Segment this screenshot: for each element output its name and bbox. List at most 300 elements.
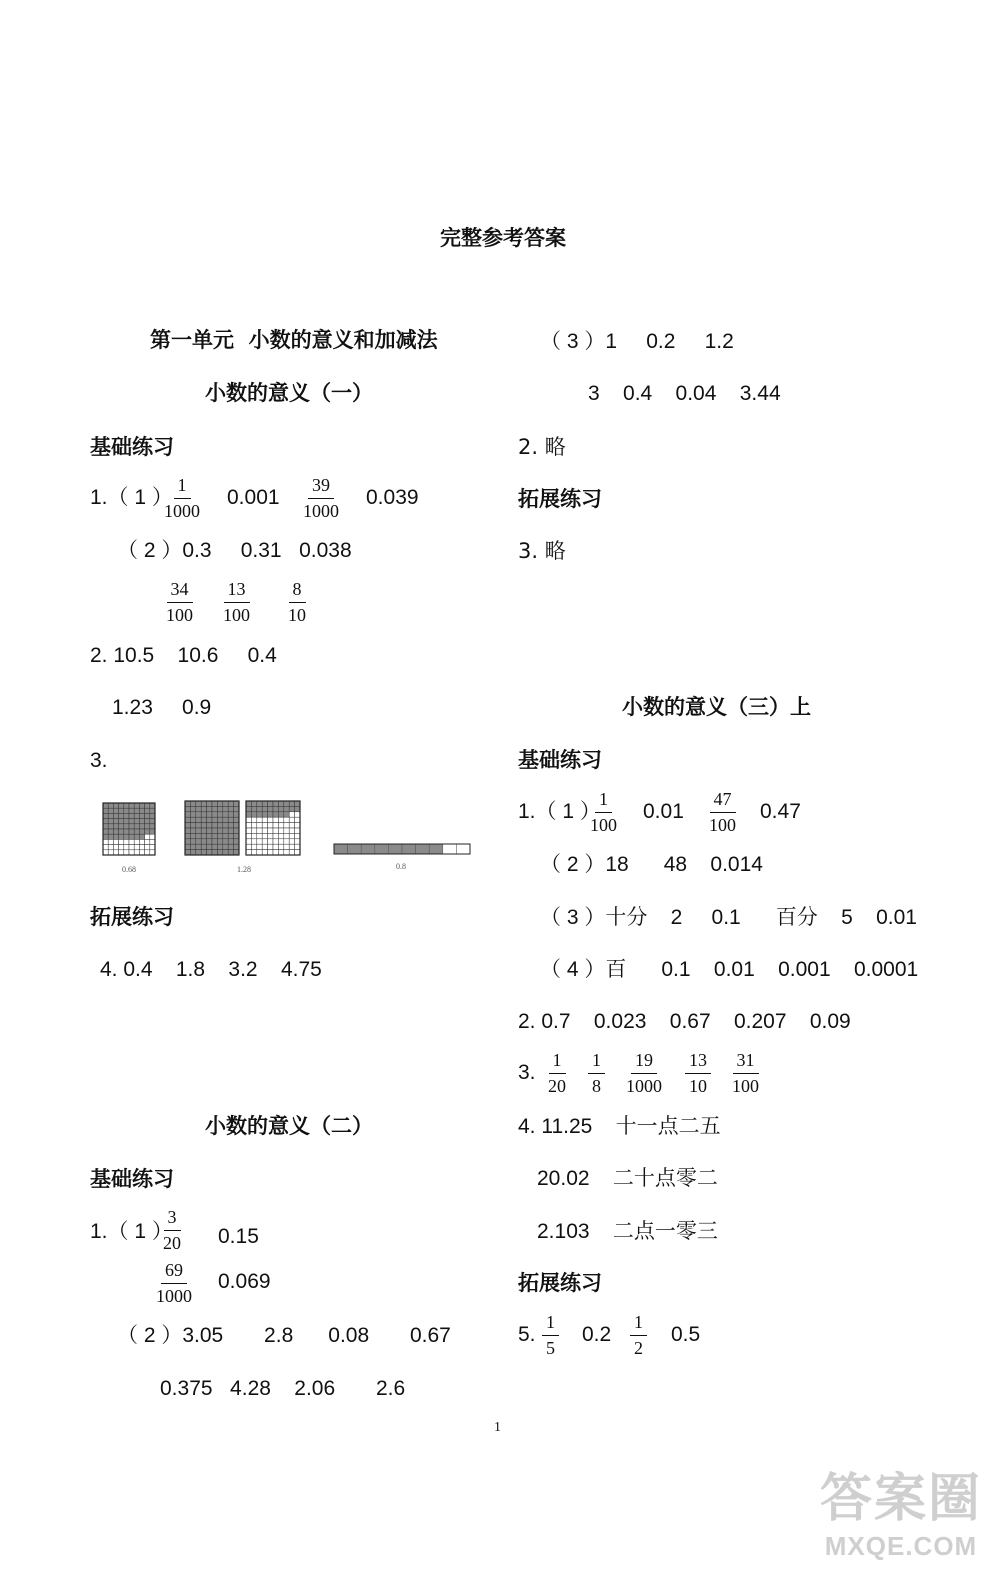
grid-cell	[119, 834, 124, 839]
grid-cell	[207, 812, 212, 817]
grid-cell	[190, 812, 195, 817]
grid-cell	[246, 806, 251, 811]
grid-cell	[262, 833, 267, 838]
grid-cell	[278, 833, 283, 838]
grid-cell	[284, 828, 289, 833]
grid-cell	[150, 808, 155, 813]
grid-cell	[129, 808, 134, 813]
grid-cell	[223, 833, 228, 838]
grid-cell	[284, 812, 289, 817]
q1-2-line1: （ 2 ）3.05 2.8 0.08 0.67	[117, 1324, 451, 1347]
grid-cell	[207, 817, 212, 822]
answer-value: 0.001	[227, 486, 280, 509]
grid-cell	[145, 819, 150, 824]
grid-cell	[145, 829, 150, 834]
grid-cell	[190, 801, 195, 806]
grid-cell	[217, 817, 222, 822]
grid-cell	[268, 833, 273, 838]
grid-cell	[129, 845, 134, 850]
grid-cell	[234, 806, 239, 811]
grid-cell	[273, 806, 278, 811]
grid-cell	[262, 806, 267, 811]
grid-cell	[278, 839, 283, 844]
q2-answer: 2. 略	[518, 435, 566, 459]
grid-cell	[268, 844, 273, 849]
grid-cell	[150, 803, 155, 808]
grid-cell	[228, 850, 233, 855]
grid-cell	[113, 850, 118, 855]
grid-cell	[108, 824, 113, 829]
grid-cell	[273, 817, 278, 822]
grid-cell	[217, 801, 222, 806]
grid-cell	[217, 844, 222, 849]
q1-4-line: （ 4 ）百 0.1 0.01 0.001 0.0001	[540, 958, 919, 981]
grid-cell	[217, 806, 222, 811]
grid-cell	[134, 819, 139, 824]
grid-cell	[268, 828, 273, 833]
fraction: $\frac{3}{20}$	[163, 1207, 181, 1253]
grid-cell	[289, 833, 294, 838]
grid-cell	[284, 839, 289, 844]
grid-cell	[217, 850, 222, 855]
grid-cell	[145, 803, 150, 808]
grid-cell	[228, 801, 233, 806]
grid-cell	[103, 803, 108, 808]
grid-cell	[289, 828, 294, 833]
grid-cell	[108, 834, 113, 839]
figure-label: 0.8	[396, 862, 406, 871]
grid-cell	[113, 839, 118, 844]
grid-cell	[278, 844, 283, 849]
grid-cell	[257, 833, 262, 838]
grid-cell	[262, 801, 267, 806]
fraction: $\frac{39}{1000}$	[303, 475, 339, 521]
grid-cell	[124, 813, 129, 818]
watermark-logo: 答案圈 MXQE.COM	[819, 1469, 982, 1561]
grid-cell	[185, 839, 190, 844]
q1-1-label: 1.（ 1 ）	[90, 1220, 173, 1243]
grid-cell	[129, 850, 134, 855]
grid-cell	[251, 806, 256, 811]
bar-segment	[416, 844, 430, 854]
grid-cell	[196, 823, 201, 828]
grid-cell	[289, 839, 294, 844]
grid-cell	[108, 803, 113, 808]
extension-practice-heading: 拓展练习	[518, 1271, 602, 1295]
grid-cell	[185, 828, 190, 833]
grid-cell	[150, 834, 155, 839]
grid-cell	[190, 828, 195, 833]
grid-cell	[234, 801, 239, 806]
grid-cell	[234, 812, 239, 817]
grid-cell	[196, 812, 201, 817]
q3-label: 3.	[518, 1061, 536, 1084]
grid-cell	[196, 833, 201, 838]
grid-cell	[223, 844, 228, 849]
grid-cell	[150, 845, 155, 850]
basic-practice-heading: 基础练习	[90, 1167, 174, 1191]
grid-cell	[103, 845, 108, 850]
grid-cell	[139, 845, 144, 850]
grid-cell	[234, 839, 239, 844]
bar-segment	[348, 844, 362, 854]
q5-label: 5.	[518, 1323, 536, 1346]
grid-cell	[251, 828, 256, 833]
grid-cell	[217, 833, 222, 838]
grid-cell	[212, 801, 217, 806]
fraction: $\frac{34}{100}$	[166, 579, 193, 625]
grid-cell	[145, 813, 150, 818]
grid-cell	[284, 850, 289, 855]
grid-cell	[113, 808, 118, 813]
grid-cell	[234, 844, 239, 849]
grid-cell	[246, 833, 251, 838]
grid-cell	[113, 829, 118, 834]
grid-cell	[228, 812, 233, 817]
grid-cell	[119, 839, 124, 844]
grid-cell	[289, 823, 294, 828]
grid-cell	[207, 839, 212, 844]
grid-cell	[145, 808, 150, 813]
grid-cell	[113, 813, 118, 818]
grid-cell	[134, 808, 139, 813]
grid-cell	[119, 850, 124, 855]
grid-cell	[223, 801, 228, 806]
grid-cell	[129, 834, 134, 839]
grid-cell	[150, 850, 155, 855]
bar-segment	[334, 844, 348, 854]
grid-cell	[108, 839, 113, 844]
bar-segment	[456, 844, 470, 854]
grid-cell	[262, 839, 267, 844]
grid-cell	[268, 823, 273, 828]
grid-cell	[228, 823, 233, 828]
bar-segment	[402, 844, 416, 854]
grid-cell	[212, 839, 217, 844]
section-title-1: 小数的意义（一）	[205, 381, 373, 405]
grid-cell	[251, 850, 256, 855]
grid-cell	[201, 812, 206, 817]
q1-2-line: （ 2 ）18 48 0.014	[540, 853, 763, 876]
grid-cell	[223, 850, 228, 855]
grid-cell	[103, 829, 108, 834]
q2-line: 2. 0.7 0.023 0.67 0.207 0.09	[518, 1010, 851, 1033]
q4-line2: 20.02 二十点零二	[537, 1167, 718, 1190]
grid-cell	[124, 803, 129, 808]
grid-cell	[134, 813, 139, 818]
grid-cell	[108, 850, 113, 855]
fraction: $\frac{13}{10}$	[685, 1050, 711, 1096]
q1-2-line2: 0.375 4.28 2.06 2.6	[160, 1377, 406, 1400]
grid-cell	[212, 850, 217, 855]
grid-cell	[268, 839, 273, 844]
grid-cell	[223, 806, 228, 811]
grid-cell	[268, 812, 273, 817]
grid-cell	[139, 813, 144, 818]
grid-cell	[246, 839, 251, 844]
grid-cell	[217, 823, 222, 828]
grid-cell	[295, 844, 300, 849]
grid-cell	[119, 829, 124, 834]
grid-cell	[295, 806, 300, 811]
fraction: $\frac{1}{5}$	[542, 1312, 559, 1358]
grid-cell	[124, 829, 129, 834]
grid-cell	[262, 823, 267, 828]
grid-cell	[103, 819, 108, 824]
answer-value: 0.039	[366, 486, 419, 509]
grid-cell	[295, 839, 300, 844]
q4-line1: 4. 11.25 十一点二五	[518, 1115, 721, 1138]
basic-practice-heading: 基础练习	[90, 435, 174, 459]
grid-cell	[223, 823, 228, 828]
grid-cell	[103, 850, 108, 855]
grid-cell	[251, 812, 256, 817]
grid-cell	[251, 817, 256, 822]
grid-cell	[190, 844, 195, 849]
grid-cell	[145, 824, 150, 829]
bar-segment	[361, 844, 375, 854]
grid-cell	[119, 808, 124, 813]
grid-cell	[284, 817, 289, 822]
q1-3-line2: 3 0.4 0.04 3.44	[588, 382, 781, 405]
decimal-grid-figure-2	[184, 800, 304, 876]
grid-cell	[201, 833, 206, 838]
grid-cell	[246, 812, 251, 817]
grid-cell	[268, 806, 273, 811]
fraction: $\frac{13}{100}$	[223, 579, 250, 625]
grid-cell	[190, 833, 195, 838]
q1-1-label: 1.（ 1 ）	[518, 800, 601, 823]
grid-cell	[190, 817, 195, 822]
grid-cell	[134, 839, 139, 844]
grid-cell	[207, 828, 212, 833]
q1-1-label: 1.（ 1 ）	[90, 486, 173, 509]
grid-cell	[124, 819, 129, 824]
grid-cell	[273, 801, 278, 806]
grid-cell	[207, 823, 212, 828]
grid-cell	[108, 829, 113, 834]
grid-cell	[257, 801, 262, 806]
grid-cell	[207, 844, 212, 849]
bar-segment	[388, 844, 402, 854]
extension-practice-heading: 拓展练习	[90, 905, 174, 929]
grid-cell	[262, 812, 267, 817]
grid-cell	[246, 817, 251, 822]
grid-cell	[201, 817, 206, 822]
grid-cell	[139, 808, 144, 813]
grid-cell	[129, 803, 134, 808]
grid-cell	[262, 828, 267, 833]
grid-cell	[273, 823, 278, 828]
grid-cell	[207, 850, 212, 855]
grid-cell	[145, 839, 150, 844]
grid-cell	[273, 839, 278, 844]
grid-cell	[268, 850, 273, 855]
grid-cell	[251, 839, 256, 844]
grid-cell	[129, 819, 134, 824]
grid-cell	[113, 834, 118, 839]
fraction: $\frac{8}{10}$	[288, 579, 306, 625]
section-title-3: 小数的意义（三）上	[622, 695, 811, 719]
fraction: $\frac{69}{1000}$	[156, 1260, 192, 1306]
grid-cell	[223, 812, 228, 817]
grid-cell	[257, 839, 262, 844]
grid-cell	[103, 824, 108, 829]
grid-cell	[273, 812, 278, 817]
grid-cell	[289, 806, 294, 811]
fraction: $\frac{47}{100}$	[709, 789, 736, 835]
bar-segment	[375, 844, 389, 854]
grid-cell	[139, 824, 144, 829]
grid-cell	[113, 819, 118, 824]
grid-cell	[223, 828, 228, 833]
section-title-2: 小数的意义（二）	[205, 1114, 373, 1138]
grid-cell	[295, 833, 300, 838]
q3-label: 3.	[90, 749, 108, 772]
grid-cell	[129, 824, 134, 829]
answer-value: 0.15	[218, 1225, 259, 1248]
grid-cell	[273, 828, 278, 833]
grid-cell	[201, 844, 206, 849]
grid-cell	[257, 806, 262, 811]
decimal-grid-figure-1	[102, 802, 156, 876]
grid-cell	[124, 824, 129, 829]
q2-line2: 1.23 0.9	[112, 696, 212, 719]
grid-cell	[295, 828, 300, 833]
grid-cell	[251, 823, 256, 828]
grid-cell	[139, 850, 144, 855]
grid-cell	[119, 845, 124, 850]
grid-cell	[134, 829, 139, 834]
grid-cell	[119, 813, 124, 818]
grid-cell	[273, 833, 278, 838]
q1-3-line1: （ 3 ）1 0.2 1.2	[540, 330, 734, 353]
grid-cell	[295, 850, 300, 855]
grid-cell	[119, 803, 124, 808]
grid-cell	[262, 817, 267, 822]
grid-cell	[289, 850, 294, 855]
grid-cell	[295, 801, 300, 806]
grid-cell	[228, 839, 233, 844]
grid-cell	[103, 808, 108, 813]
grid-cell	[268, 801, 273, 806]
grid-cell	[217, 812, 222, 817]
grid-cell	[278, 823, 283, 828]
grid-cell	[185, 817, 190, 822]
q3-answer: 3. 略	[518, 539, 566, 563]
page-title: 完整参考答案	[440, 226, 566, 250]
grid-cell	[139, 829, 144, 834]
answer-value: 0.2	[582, 1323, 612, 1346]
grid-cell	[190, 823, 195, 828]
grid-cell	[234, 833, 239, 838]
grid-cell	[223, 839, 228, 844]
grid-cell	[129, 829, 134, 834]
page-number: 1	[494, 1420, 501, 1435]
grid-cell	[119, 819, 124, 824]
grid-cell	[134, 845, 139, 850]
grid-cell	[145, 850, 150, 855]
grid-cell	[228, 817, 233, 822]
answer-value: 0.01	[643, 800, 684, 823]
grid-cell	[278, 850, 283, 855]
grid-cell	[278, 812, 283, 817]
grid-cell	[196, 817, 201, 822]
grid-cell	[139, 839, 144, 844]
grid-cell	[207, 806, 212, 811]
grid-cell	[185, 806, 190, 811]
grid-cell	[139, 819, 144, 824]
grid-cell	[119, 824, 124, 829]
grid-cell	[257, 850, 262, 855]
grid-cell	[185, 812, 190, 817]
answer-value: 0.47	[760, 800, 801, 823]
fraction: $\frac{19}{1000}$	[626, 1050, 662, 1096]
grid-cell	[201, 801, 206, 806]
grid-cell	[196, 844, 201, 849]
grid-cell	[295, 823, 300, 828]
grid-cell	[134, 803, 139, 808]
grid-cell	[257, 812, 262, 817]
grid-cell	[108, 808, 113, 813]
grid-cell	[212, 806, 217, 811]
grid-cell	[124, 834, 129, 839]
q4-line: 4. 0.4 1.8 3.2 4.75	[100, 958, 322, 981]
grid-cell	[124, 850, 129, 855]
grid-cell	[246, 828, 251, 833]
grid-cell	[234, 828, 239, 833]
grid-cell	[284, 801, 289, 806]
q2-line1: 2. 10.5 10.6 0.4	[90, 644, 277, 667]
grid-cell	[212, 844, 217, 849]
grid-cell	[251, 844, 256, 849]
grid-cell	[150, 819, 155, 824]
grid-cell	[257, 823, 262, 828]
grid-cell	[196, 806, 201, 811]
grid-cell	[234, 850, 239, 855]
grid-cell	[185, 850, 190, 855]
grid-cell	[295, 812, 300, 817]
fraction: $\frac{1}{20}$	[548, 1050, 566, 1096]
grid-cell	[124, 845, 129, 850]
extension-practice-heading: 拓展练习	[518, 487, 602, 511]
grid-cell	[234, 817, 239, 822]
grid-cell	[217, 828, 222, 833]
grid-cell	[113, 803, 118, 808]
grid-cell	[103, 834, 108, 839]
grid-cell	[289, 801, 294, 806]
grid-cell	[273, 850, 278, 855]
grid-cell	[150, 839, 155, 844]
figure-label: 1.28	[237, 865, 251, 874]
fraction: $\frac{1}{100}$	[590, 789, 617, 835]
grid-cell	[108, 845, 113, 850]
grid-cell	[228, 833, 233, 838]
grid-cell	[278, 801, 283, 806]
grid-cell	[124, 839, 129, 844]
grid-cell	[207, 801, 212, 806]
grid-cell	[234, 823, 239, 828]
answer-value: 0.069	[218, 1270, 271, 1293]
grid-cell	[150, 813, 155, 818]
grid-cell	[262, 844, 267, 849]
grid-cell	[257, 817, 262, 822]
grid-cell	[185, 844, 190, 849]
basic-practice-heading: 基础练习	[518, 748, 602, 772]
grid-cell	[289, 844, 294, 849]
answer-value: 0.5	[671, 1323, 701, 1346]
grid-cell	[201, 850, 206, 855]
